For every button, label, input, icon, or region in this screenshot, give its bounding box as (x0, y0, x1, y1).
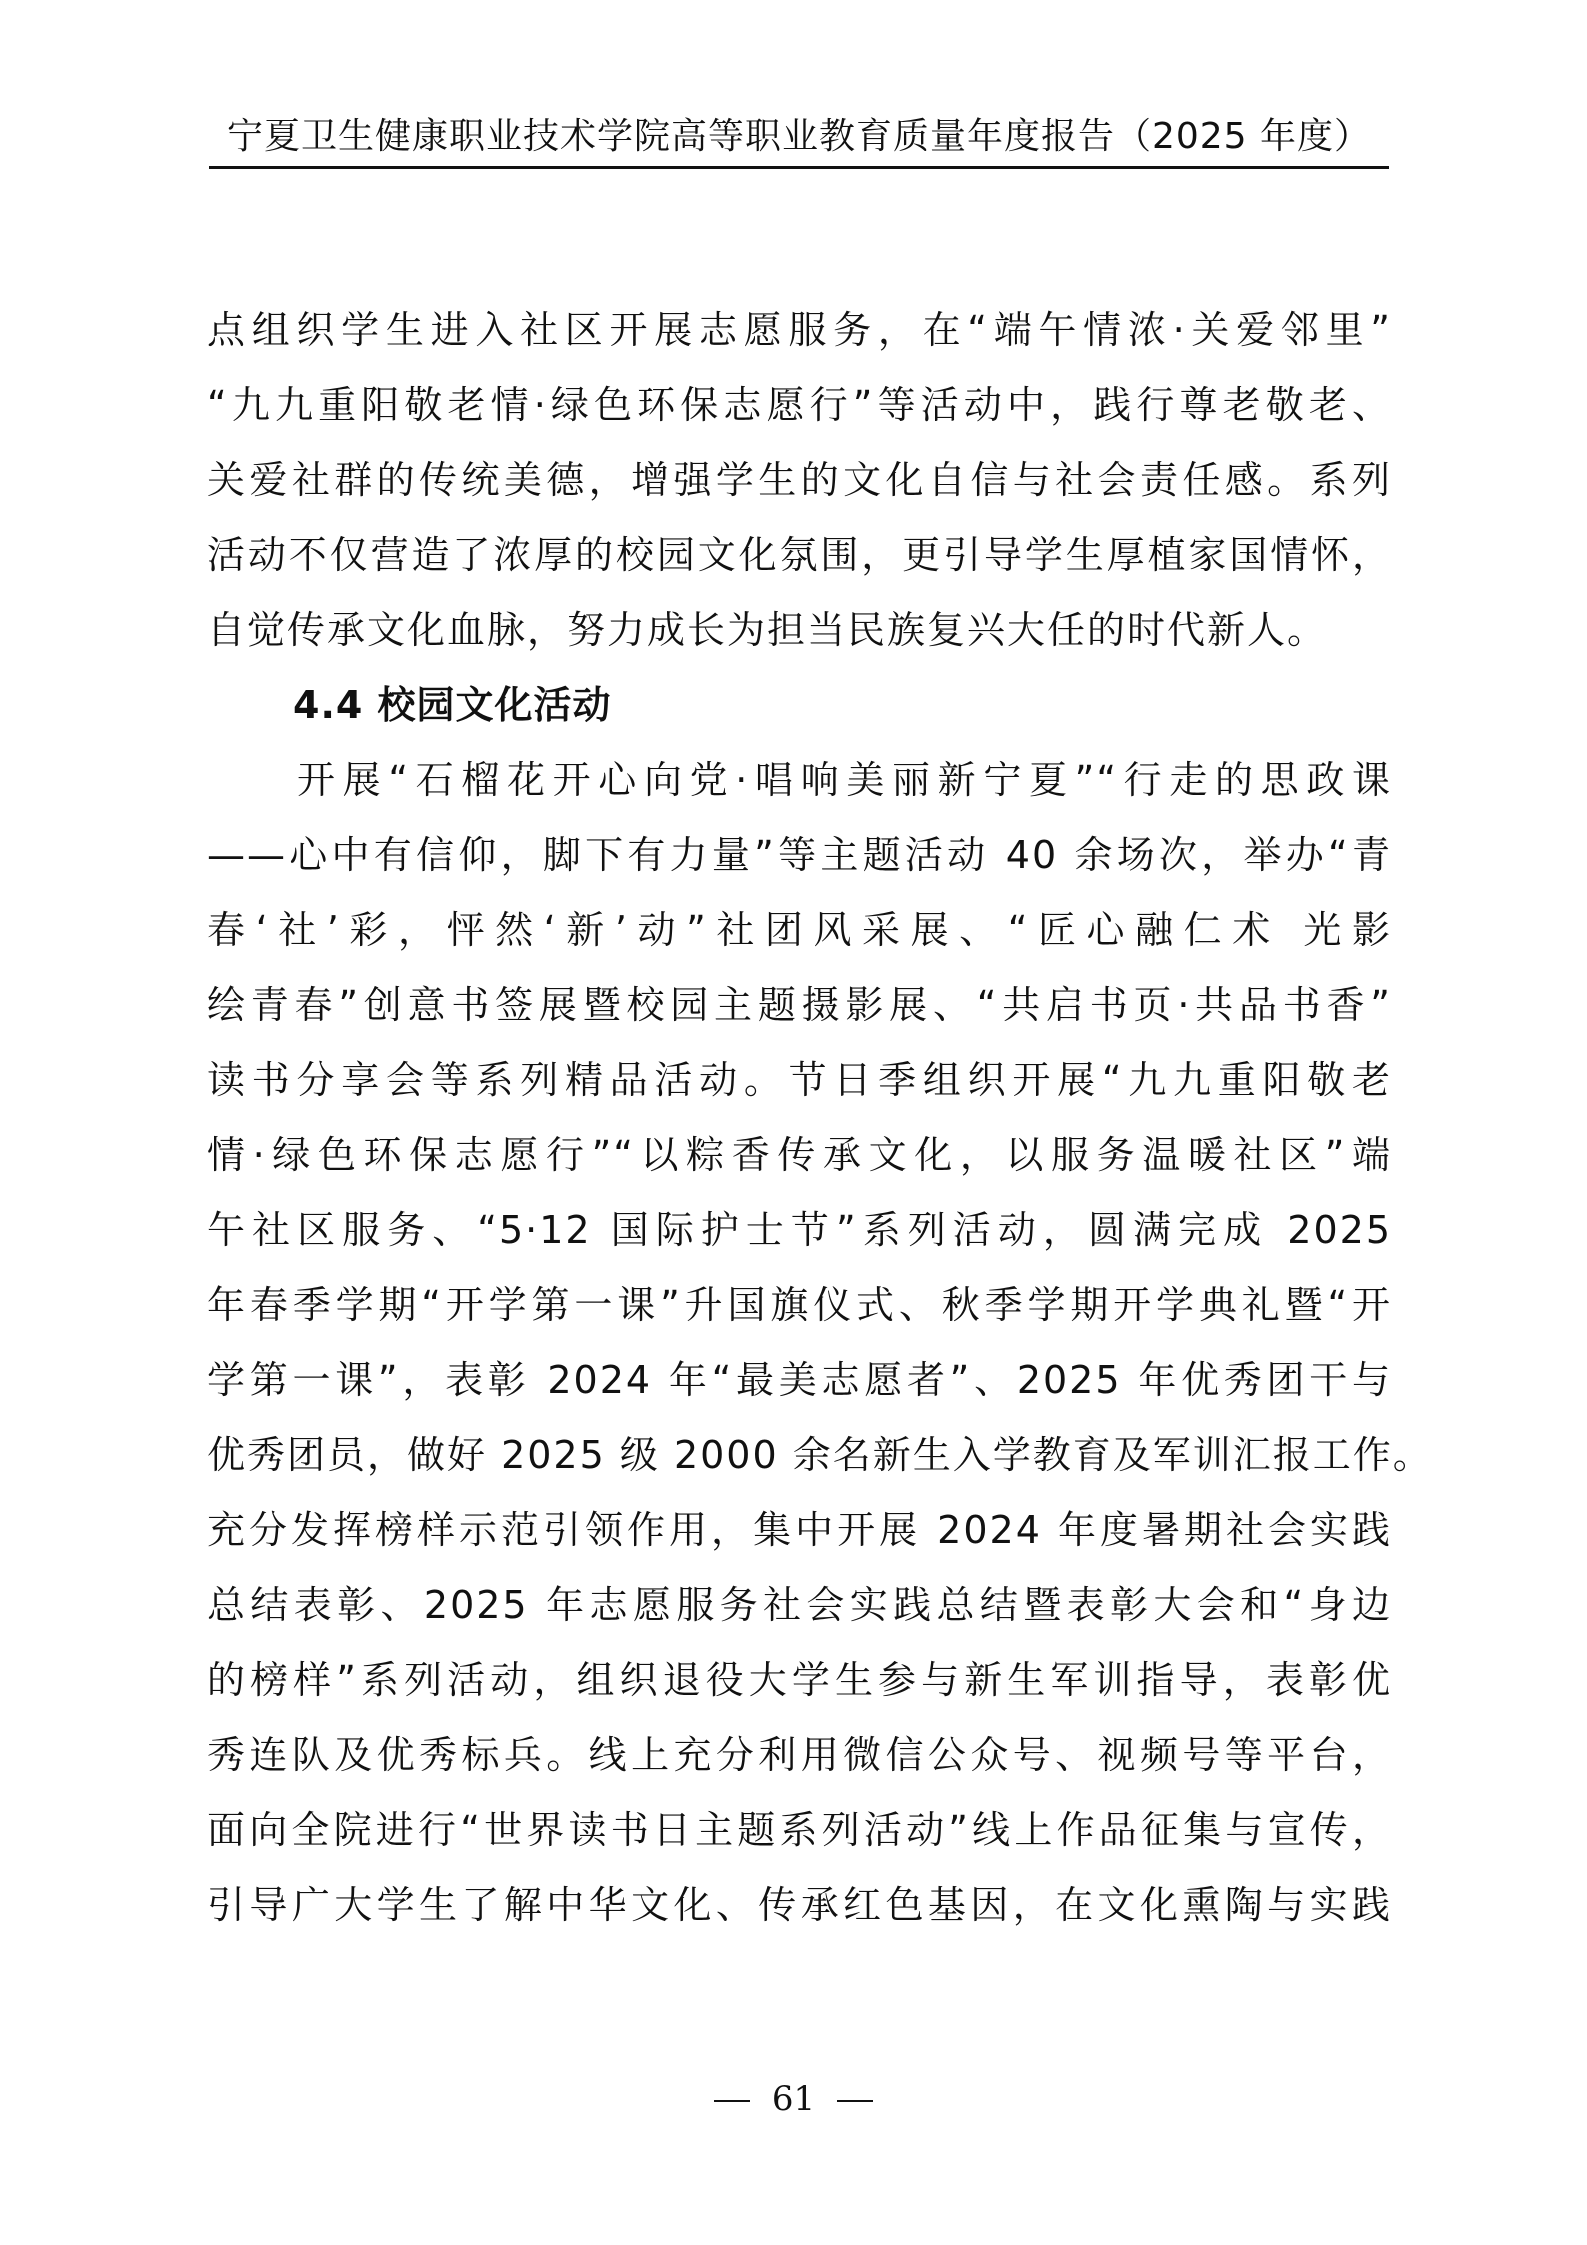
paragraph-main (207, 743, 1433, 1943)
text-line: ——心中有信仰，脚下有力量”等主题活动 40 余场次，举办“青 (207, 833, 1392, 877)
text-line: 开展“石榴花开心向党·唱响美丽新宁夏”“行走的思政课 (297, 758, 1392, 802)
page-number (0, 2074, 1587, 2124)
text-line: 点组织学生进入社区开展志愿服务，在“端午情浓·关爱邻里” (207, 308, 1392, 352)
section-heading: 4.4 校园文化活动 (293, 683, 612, 727)
header-divider (209, 166, 1389, 169)
text-line: 自觉传承文化血脉，努力成长为担当民族复兴大任的时代新人。 (207, 608, 1328, 652)
text-line: 午社区服务、“5·12 国际护士节”系列活动，圆满完成 2025 (207, 1208, 1392, 1252)
page-number-value: 61 (771, 2079, 816, 2119)
text-line: 活动不仅营造了浓厚的校园文化氛围，更引导学生厚植家国情怀， (207, 533, 1392, 577)
text-line: 的榜样”系列活动，组织退役大学生参与新生军训指导，表彰优 (207, 1658, 1392, 1702)
text-line: 春‘社’彩，怦然‘新’动”社团风采展、“匠心融仁术 光影 (207, 908, 1392, 952)
text-line: 读书分享会等系列精品活动。节日季组织开展“九九重阳敬老 (207, 1058, 1392, 1102)
em-dash-right (837, 2100, 873, 2102)
text-line: 情·绿色环保志愿行”“以粽香传承文化，以服务温暖社区”端 (207, 1133, 1392, 1177)
paragraph-continued (207, 293, 1392, 668)
text-line: 引导广大学生了解中华文化、传承红色基因，在文化熏陶与实践 (207, 1883, 1392, 1927)
text-line: 秀连队及优秀标兵。线上充分利用微信公众号、视频号等平台， (207, 1733, 1392, 1777)
text-line: 优秀团员，做好 2025 级 2000 余名新生入学教育及军训汇报工作。 (207, 1433, 1433, 1477)
text-line: 面向全院进行“世界读书日主题系列活动”线上作品征集与宣传， (207, 1808, 1392, 1852)
text-line: “九九重阳敬老情·绿色环保志愿行”等活动中，践行尊老敬老、 (207, 383, 1392, 427)
text-line: 总结表彰、2025 年志愿服务社会实践总结暨表彰大会和“身边 (207, 1583, 1392, 1627)
text-line: 年春季学期“开学第一课”升国旗仪式、秋季学期开学典礼暨“开 (207, 1283, 1392, 1327)
text-line: 关爱社群的传统美德，增强学生的文化自信与社会责任感。系列 (207, 458, 1392, 502)
em-dash-left (714, 2100, 750, 2102)
body-text (207, 293, 1433, 1943)
text-line: 学第一课”，表彰 2024 年“最美志愿者”、2025 年优秀团干与 (207, 1358, 1392, 1402)
text-line: 充分发挥榜样示范引领作用，集中开展 2024 年度暑期社会实践 (207, 1508, 1392, 1552)
running-header: 宁夏卫生健康职业技术学院高等职业教育质量年度报告（2025 年度） (226, 116, 1372, 157)
text-line: 绘青春”创意书签展暨校园主题摄影展、“共启书页·共品书香” (207, 983, 1392, 1027)
